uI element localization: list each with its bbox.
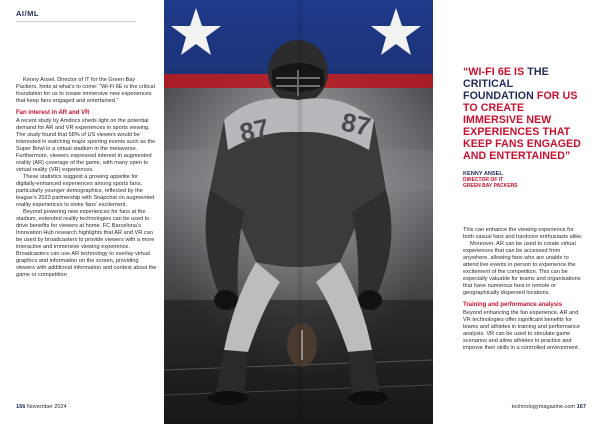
section-tag: AI/ML xyxy=(16,9,39,18)
byline-role: DIRECTOR OF IT xyxy=(463,177,504,183)
page-number-left: 166 xyxy=(16,404,26,410)
issue-date: November 2024 xyxy=(26,404,67,410)
shoulder-number-left: 87 xyxy=(237,112,272,148)
byline-name: KENNY ANSEL xyxy=(463,171,503,177)
site-name: technologymagazine.com xyxy=(511,404,576,410)
body-paragraph: Beyond powering new experiences for fans at the stadium, extended reality technologies can be used to drive benefits for viewers at home. FC Barcelona’s Innovation Hub research highlights that AR and VR can be used by broadcasters to provide viewers with a more interactive and immersive viewing experience. Broadcasters can use AR technology to overlay virtual graphics and information on the screen, providing viewers with additional information and context about the game or competition xyxy=(16,209,157,278)
section-heading-ar-vr: Fan interest in AR and VR xyxy=(16,110,90,116)
body-paragraph: A recent study by Amdocs sheds light on the potential demand for AR and VR experiences in sports viewing. The study found that 58% of US viewers would be interested in watching major sporting events such as the Super Bowl in a virtual stadium in the metaverse. Furthermore, viewers expressed interest in augmented reality (AR) coverage of the game, with many open to virtual reality (VR) experiences. xyxy=(16,118,156,173)
intro-paragraph: Kenny Ansel, Director of IT for the Green Bay Packers, hints at what’s to come: “Wi-Fi 6E is the critical foundation for us to create immersive new experiences that keep fans engaged and entertained.” xyxy=(16,77,155,104)
pull-quote-block xyxy=(463,66,585,189)
shoulder-number-right: 87 xyxy=(338,106,374,142)
footer-right xyxy=(512,404,586,410)
page-number-right: 167 xyxy=(576,404,586,410)
pull-quote-part: FOR US TO CREATE IMMERSIVE NEW EXPERIENCES THAT KEEP FANS ENGAGED AND ENTERTAINED” xyxy=(463,90,582,162)
pull-quote-part: “WI-FI 6E IS xyxy=(463,66,528,78)
page-gutter xyxy=(296,0,304,424)
pull-quote-highlight: THE CRITICAL FOUNDATION xyxy=(463,66,549,102)
section-heading-training: Training and performance analysis xyxy=(463,302,563,308)
byline-organisation: GREEN BAY PACKERS xyxy=(463,183,518,189)
section-rule xyxy=(16,21,136,22)
body-paragraph: This can enhance the viewing experience for both casual fans and hardcore enthusiasts alike. xyxy=(463,227,583,240)
right-column xyxy=(463,227,585,352)
left-column xyxy=(16,77,158,279)
body-paragraph: These statistics suggest a growing appetite for digitally-enhanced experiences among sports fans, particularly younger demographics, reflected by the league’s 2023 partnership with Snapchat on augmented reality experiences to stoke fans’ excitement. xyxy=(16,174,155,208)
footer-left xyxy=(16,404,67,410)
body-paragraph: Beyond enhancing the fan experience, AR and VR technologies offer significant benefits for teams and athletes in training and performance analysis. VR can be used to simulate game scenarios and allow athletes to practice and improve their skills in a controlled environment. xyxy=(463,310,580,351)
pull-quote xyxy=(463,66,585,162)
body-paragraph: Moreover, AR can be used to create virtual experiences that can be accessed from anywhere, allowing fans who are unable to attend live events in person to experience the excitement of the competition. This can be especially valuable for teams and organisations that have numerous fans in remote or geographically dispersed locations. xyxy=(463,241,581,296)
